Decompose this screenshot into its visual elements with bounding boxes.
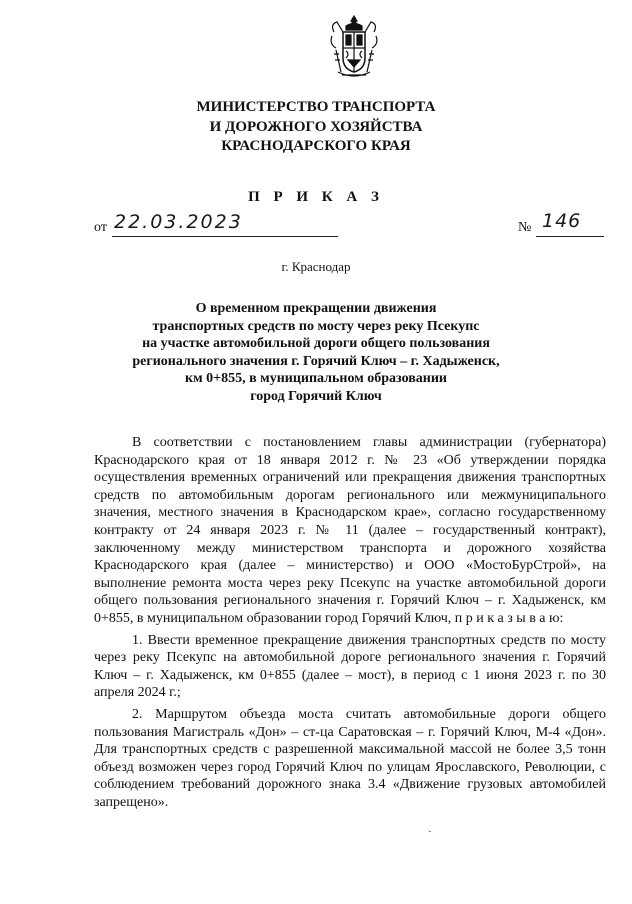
subject-line: О временном прекращении движения [195,301,437,316]
subject-line: км 0+855, в муниципальном образовании [185,371,447,387]
order-body [94,434,606,811]
subject-line: регионального значения г. Горячий Ключ – г. Хадыженск, [132,353,500,369]
order-date: 22.03.2023 [114,211,243,233]
ministry-line: КРАСНОДАРСКОГО КРАЯ [221,138,411,154]
subject-line: на участке автомобильной дороги общего пользования [142,336,490,352]
number-prefix: № [518,220,532,235]
body-paragraph: 1. Ввести временное прекращение движения транспортных средств по мосту через реку Псекупс на автомобильной дороге регионального значения г. Горячий Ключ – г. Хадыженск, км 0+855 (далее – мост), в период с 1 июня 2023 г. по 30 апреля 2024 г.; [94,632,606,701]
coat-of-arms-icon [328,14,380,80]
ministry-line: МИНИСТЕРСТВО ТРАНСПОРТА [196,99,436,115]
order-title: П Р И К А З [248,189,384,205]
subject-line: транспортных средств по мосту через реку Псекупс [152,318,480,334]
body-paragraph: 2. Маршрутом объезда моста считать автомобильные дороги общего пользования Магистраль «Дон» – ст-ца Саратовская – г. Горячий Ключ, М-4 «Дон». Для транспортных средств с разрешенной максимальной массой не более 3,5 тонн объезд возможен через город Горячий Ключ по улицам Ярославского, Революции, с соблюдением требований дорожного знака 3.4 «Движение грузовых автомобилей запрещено». [94,706,606,810]
number-underline [536,236,604,237]
date-underline [112,236,338,237]
body-paragraph: В соответствии с постановлением главы администрации (губернатора) Краснодарского края от 18 января 2012 г. № 23 «Об утверждении порядка осуществления временных ограничений или прекращения движения транспортных средств по автомобильным дорогам регионального или межмуниципального значения, местного значения в Краснодарском крае», согласно государственному контракту от 24 января 2023 г. № 11 (далее – государственный контракт), заключенному между министерством транспорта и дорожного хозяйства Краснодарского края (далее – министерство) и ООО «МостоБурСтрой», на выполнение ремонта моста через реку Псекупс на участке автомобильной дороги общего пользования регионального значения г. Горячий Ключ – г. Хадыженск, км 0+855, в муниципальном образовании город Горячий Ключ, п р и к а з ы в а ю: [94,435,606,626]
order-date-number-row [94,210,606,242]
city: г. Краснодар [281,259,351,274]
order-subject [120,300,512,406]
ministry-name [150,98,482,157]
subject-line: город Горячий Ключ [250,388,382,404]
order-number: 146 [542,210,582,232]
scan-speck: · [428,826,432,838]
date-prefix: от [94,220,107,235]
ministry-line: И ДОРОЖНОГО ХОЗЯЙСТВА [209,118,423,135]
